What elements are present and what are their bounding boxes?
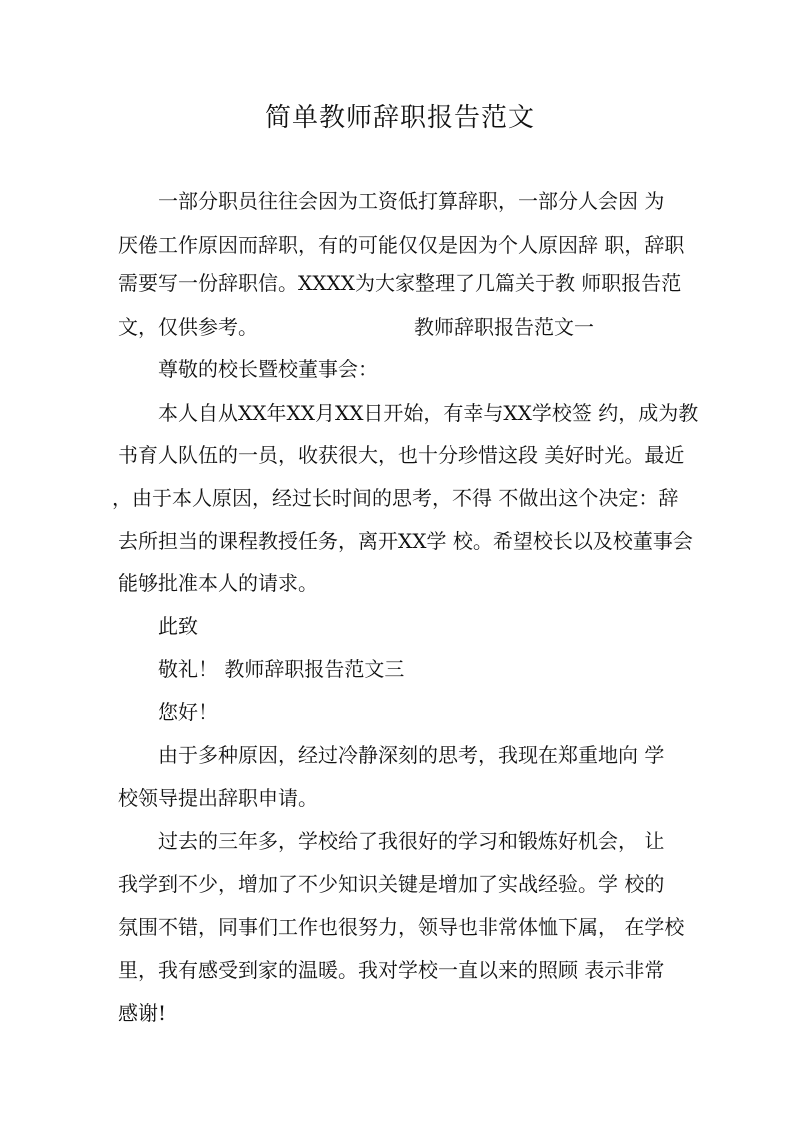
paragraph-line: 感谢! (118, 1001, 167, 1025)
paragraph-line: 校领导提出辞职申请。 (118, 786, 318, 810)
paragraph-line: 我学到不少，增加了不少知识关键是增加了实战经验。学 校的 (118, 872, 665, 896)
closing-line: 敬礼！ 教师辞职报告范文三 (158, 657, 405, 681)
paragraph-line: 氛围不错，同事们工作也很努力，领导也非常体恤下属， 在学校 (118, 915, 685, 939)
paragraph-line: 书育人队伍的一员，收获很大，也十分珍惜这段 美好时光。最近 (118, 443, 685, 467)
paragraph-line: 能够批准本人的请求。 (118, 571, 318, 595)
paragraph-line: 本人自从XX年XX月XX日开始，有幸与XX学校签 约，成为教 (158, 401, 699, 425)
greeting-line: 您好！ (158, 700, 218, 724)
paragraph-line-text: 文，仅供参考。 (118, 315, 258, 339)
paragraph-line: 一部分职员往往会因为工资低打算辞职，一部分人会因 为 (158, 189, 665, 213)
salutation: 尊敬的校长暨校董事会： (158, 357, 378, 381)
closing-line: 此致 (158, 614, 198, 638)
paragraph-line: 过去的三年多，学校给了我很好的学习和锻炼好机会， 让 (158, 829, 665, 853)
paragraph-line: 去所担当的课程教授任务，离开XX学 校。希望校长以及校董事会 (118, 529, 693, 553)
paragraph-line: 需要写一份辞职信。XXXX为大家整理了几篇关于教 师职报告范 (118, 271, 682, 295)
paragraph-line: ，由于本人原因，经过长时间的思考，不得 不做出这个决定：辞 (112, 486, 679, 510)
paragraph-line: 厌倦工作原因而辞职，有的可能仅仅是因为个人原因辞 职，辞职 (118, 233, 685, 257)
document-title: 简单教师辞职报告范文 (264, 103, 535, 133)
inline-subheading: 教师辞职报告范文一 (414, 315, 594, 339)
paragraph-line: 由于多种原因，经过冷静深刻的思考，我现在郑重地向 学 (158, 743, 665, 767)
paragraph-line: 里，我有感受到家的温暖。我对学校一直以来的照顾 表示非常 (118, 958, 665, 982)
paragraph-line (118, 312, 258, 342)
